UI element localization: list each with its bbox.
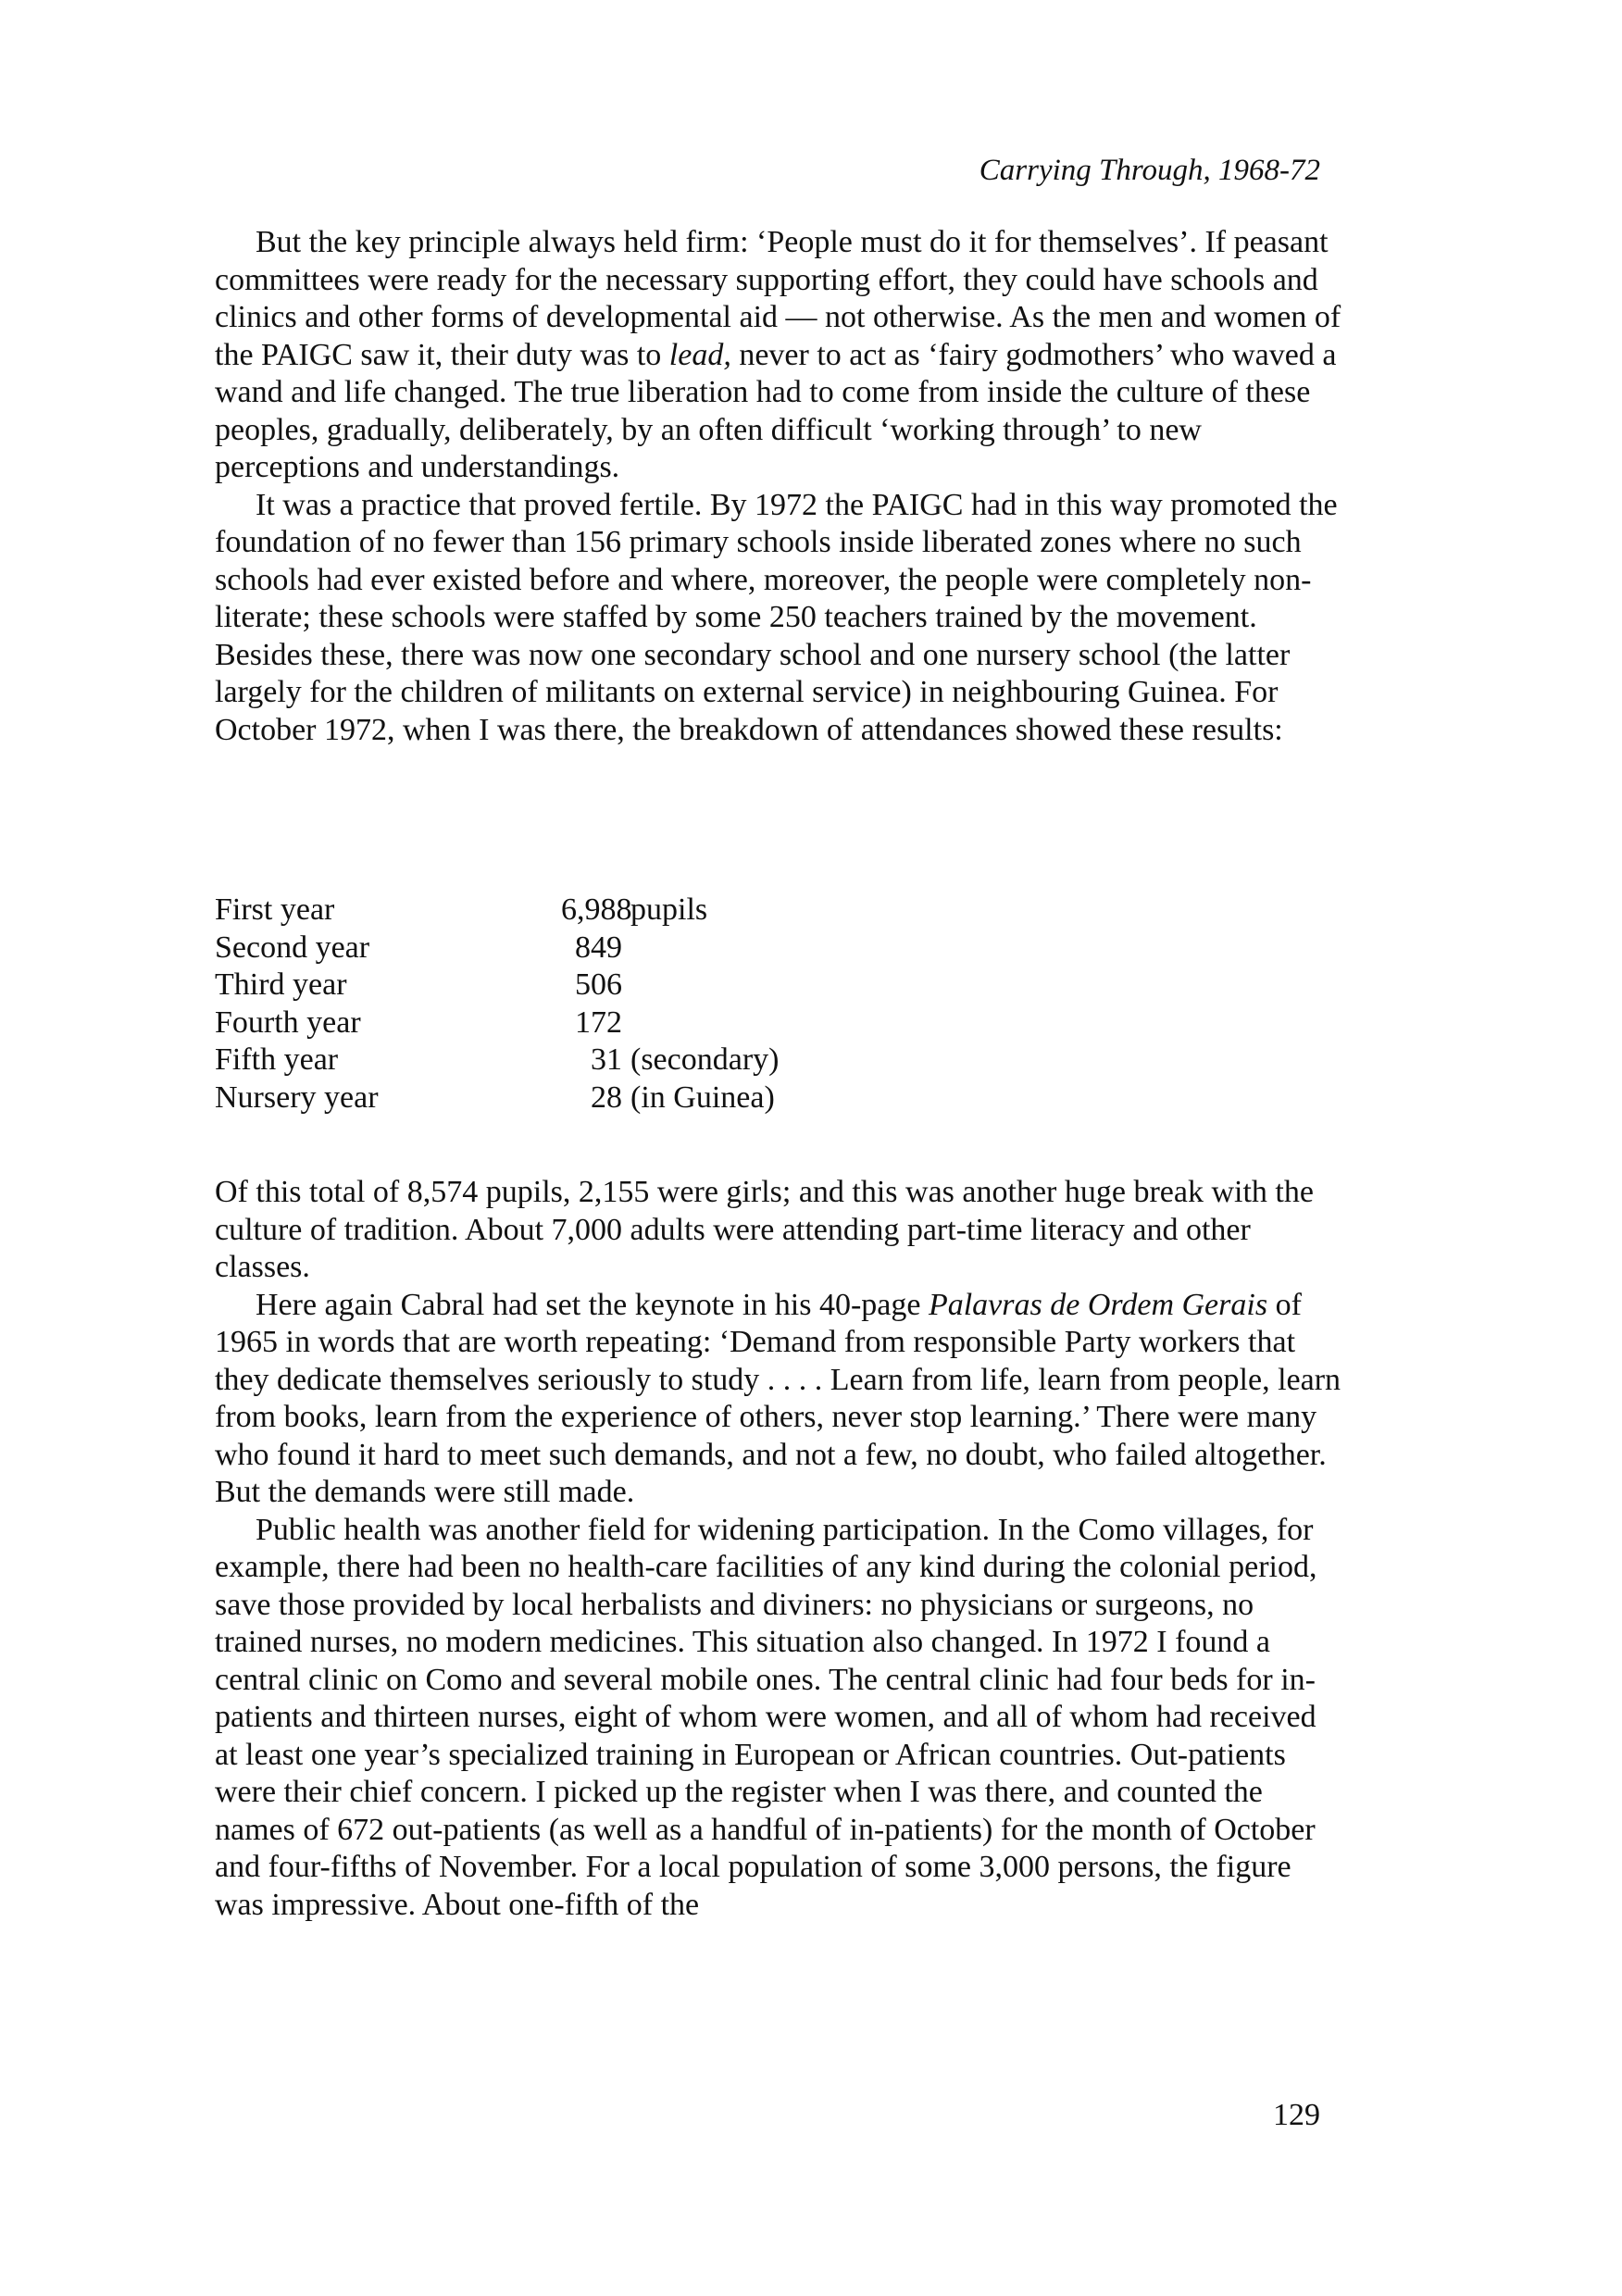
paragraph-cabral: Here again Cabral had set the keynote in his 40-page Palavras de Ordem Gerais of 1965 in words that are worth repeating: ‘Demand from responsible Party workers that they dedicate themselves seriously to study . . . . Learn from life, learn from people, learn from books, learn from the experience of others, never stop learning.’ There were many who found it hard to meet such demands, and not a few, no doubt, who failed altogether. But the demands were still made. — [215, 1287, 1341, 1509]
table-row — [215, 967, 779, 1004]
pupil-count: 849 — [575, 930, 622, 965]
table-row — [215, 1004, 779, 1042]
year-label: Third year — [215, 967, 347, 1002]
year-label: Nursery year — [215, 1079, 379, 1115]
table-row — [215, 930, 779, 967]
pupil-count: 6,988 — [561, 892, 632, 927]
paragraph-totals: Of this total of 8,574 pupils, 2,155 were girls; and this was another huge break with the culture of tradition. About 7,000 adults were attending part-time literacy and other classes. — [215, 1175, 1314, 1284]
running-header: Carrying Through, 1968-72 — [979, 154, 1320, 187]
table-row — [215, 892, 779, 930]
pupil-count: 31 — [591, 1042, 622, 1077]
pupil-count: 506 — [575, 967, 622, 1002]
emphasis-lead: lead, — [668, 337, 731, 372]
pupil-count: 172 — [575, 1004, 622, 1040]
count-note: pupils — [630, 892, 708, 927]
table-row — [215, 1079, 779, 1117]
paragraph-principle: But the key principle always held firm: ‘People must do it for themselves’. If peasant committees were ready for the necessary supporting effort, they could have schools and clinics and other forms of developmental aid — not otherwise. As the men and women of the PAIGC saw it, their duty was to lead, never to act as ‘fairy godmothers’ who waved a wand and life changed. The true liberation had to come from inside the culture of these peoples, gradually, deliberately, by an often difficult ‘working through’ to new perceptions and understandings. — [215, 225, 1341, 484]
table-row — [215, 1042, 779, 1079]
body-text-lower — [215, 1174, 1344, 1924]
pupil-count: 28 — [591, 1079, 622, 1115]
year-label: Second year — [215, 930, 370, 965]
count-note: (in Guinea) — [630, 1079, 775, 1115]
count-note: (secondary) — [630, 1042, 780, 1077]
year-label: Fourth year — [215, 1004, 361, 1040]
year-label: First year — [215, 892, 335, 927]
emphasis-book-title: Palavras de Ordem Gerais — [928, 1287, 1268, 1322]
paragraph-schools: It was a practice that proved fertile. By 1972 the PAIGC had in this way promoted the foundation of no fewer than 156 primary schools inside liberated zones where no such schools had ever existed before and where, moreover, the people were completely non-literate; these schools were staffed by some 250 teachers trained by the movement. Besides these, there was now one secondary school and one nursery school (the latter largely for the children of militants on external service) in neighbouring Guinea. For October 1972, when I was there, the breakdown of attendances showed these results: — [215, 487, 1338, 747]
page-number: 129 — [1273, 2098, 1320, 2132]
body-text-upper — [215, 224, 1344, 749]
paragraph-public-health: Public health was another field for widening participation. In the Como villages, for example, there had been no health-care facilities of any kind during the colonial period, save those provided by local herbalists and diviners: no physicians or surgeons, no trained nurses, no modern medicines. This situation also changed. In 1972 I found a central clinic on Como and several mobile ones. The central clinic had four beds for in-patients and thirteen nurses, eight of whom were women, and all of whom had received at least one year’s specialized training in European or African countries. Out-patients were their chief concern. I picked up the register when I was there, and counted the names of 672 out-patients (as well as a handful of in-patients) for the month of October and four-fifths of November. For a local population of some 3,000 persons, the figure was impressive. About one-fifth of the — [215, 1512, 1317, 1922]
year-label: Fifth year — [215, 1042, 339, 1077]
attendance-table — [215, 892, 779, 1117]
